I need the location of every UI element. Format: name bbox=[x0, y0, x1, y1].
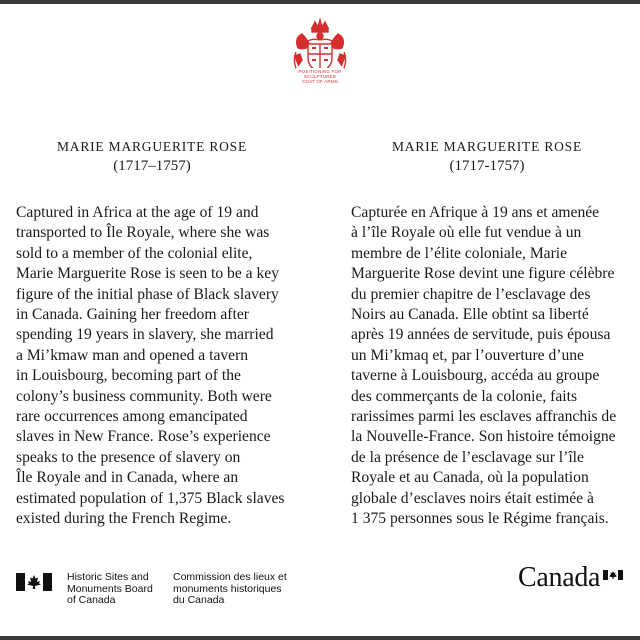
org-name-french bbox=[173, 572, 287, 607]
english-line: existed during the French Regime. bbox=[16, 510, 232, 528]
french-line: de la présence de l’esclavage sur l’île bbox=[351, 448, 584, 466]
french-line: membre de l’élite coloniale, Marie bbox=[351, 244, 568, 262]
crest-caption-line: SCULPTURED bbox=[303, 74, 337, 79]
french-line: taverne à Louisbourg, accéda au groupe bbox=[351, 367, 600, 385]
org-name-line: Historic Sites and bbox=[67, 571, 149, 583]
english-line: spending 19 years in slavery, she married bbox=[16, 326, 274, 344]
french-line: après 19 années de servitude, puis épousa bbox=[351, 326, 611, 344]
french-line: Marguerite Rose devint une figure célèbre bbox=[351, 265, 615, 283]
french-line: des commerçants de la colonie, faits bbox=[351, 387, 578, 405]
english-line: estimated population of 1,375 Black slaves bbox=[16, 489, 285, 507]
english-dates: (1717–1757) bbox=[113, 158, 191, 174]
coat-of-arms-icon bbox=[288, 18, 352, 96]
french-line: rarissimes parmi les esclaves affranchis de bbox=[351, 408, 617, 426]
english-line: Marie Marguerite Rose is seen to be a key bbox=[16, 265, 279, 283]
org-name-line: Commission des lieux et bbox=[173, 571, 287, 583]
crest-caption-line: POSITIONING FOR bbox=[298, 69, 342, 74]
french-column bbox=[351, 138, 635, 528]
english-line: colony’s business community. Both were bbox=[16, 387, 272, 405]
french-line: la Nouvelle-France. Son histoire témoigne bbox=[351, 428, 616, 446]
canada-flag-icon bbox=[16, 573, 52, 591]
bottom-border bbox=[0, 636, 640, 640]
org-name-line: of Canada bbox=[67, 594, 116, 606]
english-line: Captured in Africa at the age of 19 and bbox=[16, 204, 259, 221]
english-column bbox=[16, 138, 316, 528]
english-line: sold to a member of the colonial elite, bbox=[16, 244, 253, 262]
french-line: Noirs au Canada. Elle obtint sa liberté bbox=[351, 306, 589, 324]
english-line: rare occurrences among emancipated bbox=[16, 408, 248, 426]
french-body bbox=[351, 203, 616, 530]
wordmark-flag-icon bbox=[603, 565, 623, 575]
french-title: MARIE MARGUERITE ROSE bbox=[391, 139, 583, 154]
canada-wordmark: Canada bbox=[518, 562, 601, 593]
french-line: à l’île Royale où elle fut vendue à un bbox=[351, 224, 582, 242]
french-line: un Mi’kmaq et, par l’ouverture d’une bbox=[351, 346, 584, 364]
english-line: figure of the initial phase of Black slavery bbox=[16, 285, 279, 303]
english-line: a Mi’kmaw man and opened a tavern bbox=[16, 346, 249, 364]
english-line: transported to Île Royale, where she was bbox=[16, 224, 270, 242]
crest-caption-line: COAT OF ARMS bbox=[302, 79, 338, 84]
french-line: Capturée en Afrique à 19 ans et amenée bbox=[351, 204, 600, 221]
english-line: in Louisbourg, becoming part of the bbox=[16, 367, 241, 385]
french-line: 1 375 personnes sous le Régime français. bbox=[351, 510, 609, 528]
org-name-line: du Canada bbox=[173, 594, 225, 606]
french-dates: (1717-1757) bbox=[449, 158, 525, 174]
french-line: Royale et au Canada, où la population bbox=[351, 469, 589, 487]
english-line: Île Royale and in Canada, where an bbox=[16, 469, 239, 487]
english-title: MARIE MARGUERITE ROSE bbox=[56, 139, 248, 154]
org-name-english bbox=[67, 572, 153, 607]
org-name-line: Monuments Board bbox=[67, 582, 153, 595]
english-line: in Canada. Gaining her freedom after bbox=[16, 306, 249, 324]
crest-caption bbox=[296, 69, 344, 84]
english-line: slaves in New France. Rose’s experience bbox=[16, 428, 271, 446]
english-line: speaks to the presence of slavery on bbox=[16, 448, 241, 466]
top-border bbox=[0, 0, 640, 4]
org-name-line: monuments historiques bbox=[173, 582, 282, 595]
french-line: du premier chapitre de l’esclavage des bbox=[351, 285, 591, 303]
english-body bbox=[16, 203, 285, 530]
french-line: globale d’esclaves noirs était estimée à bbox=[351, 489, 594, 507]
